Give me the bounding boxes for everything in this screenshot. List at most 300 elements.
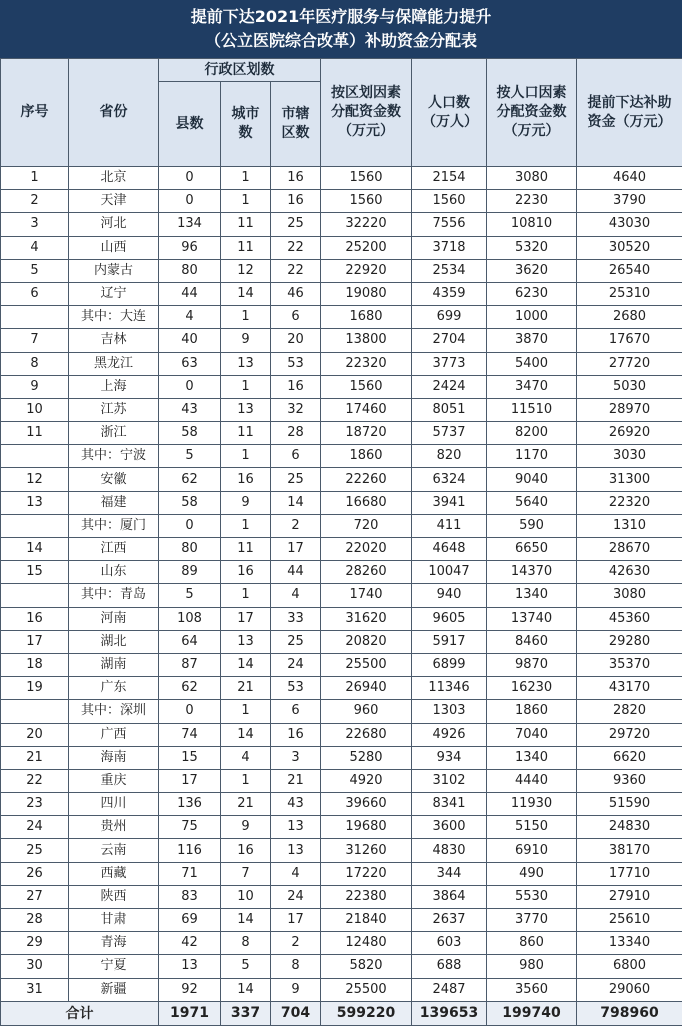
cell-county: 0 [159, 190, 221, 213]
cell-city: 7 [221, 862, 271, 885]
table-row [1, 909, 682, 932]
cell-total-fund: 27910 [577, 885, 682, 908]
cell-district: 16 [271, 190, 321, 213]
cell-population: 1560 [412, 190, 487, 213]
cell-city: 16 [221, 839, 271, 862]
table-row [1, 978, 682, 1001]
cell-city: 1 [221, 584, 271, 607]
total-city: 337 [221, 1001, 271, 1025]
cell-total-fund: 13340 [577, 932, 682, 955]
cell-population: 5917 [412, 630, 487, 653]
cell-pop-fund: 5320 [487, 236, 577, 259]
cell-city: 10 [221, 885, 271, 908]
cell-county: 0 [159, 700, 221, 723]
cell-population: 4359 [412, 282, 487, 305]
table-row [1, 445, 682, 468]
cell-total-fund: 29720 [577, 723, 682, 746]
title-line-1: 提前下达2021年医疗服务与保障能力提升 [0, 5, 682, 29]
cell-seq: 24 [1, 816, 69, 839]
cell-total-fund: 25610 [577, 909, 682, 932]
cell-seq: 17 [1, 630, 69, 653]
cell-total-fund: 38170 [577, 839, 682, 862]
cell-city: 1 [221, 190, 271, 213]
total-row [1, 1001, 682, 1025]
cell-admin-fund: 25500 [321, 653, 412, 676]
cell-province: 湖南 [69, 653, 159, 676]
table-row [1, 329, 682, 352]
table-row [1, 213, 682, 236]
table-row [1, 375, 682, 398]
cell-county: 5 [159, 445, 221, 468]
header-seq: 序号 [1, 59, 69, 167]
cell-population: 2534 [412, 259, 487, 282]
header-county: 县数 [159, 82, 221, 167]
cell-county: 0 [159, 375, 221, 398]
cell-district: 25 [271, 213, 321, 236]
cell-province: 其中：深圳 [69, 700, 159, 723]
cell-county: 63 [159, 352, 221, 375]
cell-city: 11 [221, 538, 271, 561]
table-row [1, 793, 682, 816]
cell-population: 2704 [412, 329, 487, 352]
cell-seq: 14 [1, 538, 69, 561]
table-row [1, 862, 682, 885]
cell-province: 西藏 [69, 862, 159, 885]
cell-seq [1, 700, 69, 723]
cell-district: 53 [271, 352, 321, 375]
cell-seq: 10 [1, 398, 69, 421]
cell-admin-fund: 19680 [321, 816, 412, 839]
cell-pop-fund: 5640 [487, 491, 577, 514]
cell-province: 四川 [69, 793, 159, 816]
cell-district: 6 [271, 306, 321, 329]
cell-district: 16 [271, 723, 321, 746]
cell-county: 0 [159, 514, 221, 537]
cell-total-fund: 22320 [577, 491, 682, 514]
cell-county: 42 [159, 932, 221, 955]
header-pop-fund: 按人口因素分配资金数（万元） [487, 59, 577, 167]
cell-city: 13 [221, 352, 271, 375]
cell-total-fund: 43170 [577, 677, 682, 700]
cell-seq: 31 [1, 978, 69, 1001]
cell-admin-fund: 22680 [321, 723, 412, 746]
cell-pop-fund: 8460 [487, 630, 577, 653]
cell-district: 13 [271, 816, 321, 839]
cell-pop-fund: 1170 [487, 445, 577, 468]
cell-seq [1, 514, 69, 537]
cell-province: 其中：厦门 [69, 514, 159, 537]
cell-district: 13 [271, 839, 321, 862]
cell-pop-fund: 3560 [487, 978, 577, 1001]
cell-admin-fund: 1560 [321, 190, 412, 213]
cell-province: 海南 [69, 746, 159, 769]
cell-total-fund: 29280 [577, 630, 682, 653]
cell-province: 青海 [69, 932, 159, 955]
cell-admin-fund: 12480 [321, 932, 412, 955]
cell-county: 108 [159, 607, 221, 630]
table-row [1, 259, 682, 282]
total-district: 704 [271, 1001, 321, 1025]
cell-population: 2487 [412, 978, 487, 1001]
cell-city: 1 [221, 375, 271, 398]
cell-district: 16 [271, 167, 321, 190]
cell-province: 其中：宁波 [69, 445, 159, 468]
cell-seq [1, 584, 69, 607]
cell-province: 新疆 [69, 978, 159, 1001]
cell-county: 136 [159, 793, 221, 816]
cell-population: 11346 [412, 677, 487, 700]
cell-pop-fund: 590 [487, 514, 577, 537]
cell-district: 6 [271, 445, 321, 468]
cell-population: 10047 [412, 561, 487, 584]
cell-pop-fund: 1860 [487, 700, 577, 723]
table-row [1, 282, 682, 305]
cell-district: 14 [271, 491, 321, 514]
cell-population: 8341 [412, 793, 487, 816]
cell-district: 25 [271, 630, 321, 653]
cell-population: 6324 [412, 468, 487, 491]
cell-seq: 22 [1, 769, 69, 792]
cell-admin-fund: 31260 [321, 839, 412, 862]
cell-city: 16 [221, 561, 271, 584]
cell-total-fund: 3080 [577, 584, 682, 607]
cell-population: 688 [412, 955, 487, 978]
cell-province: 山西 [69, 236, 159, 259]
table-row [1, 955, 682, 978]
cell-province: 湖北 [69, 630, 159, 653]
table-row [1, 306, 682, 329]
cell-population: 9605 [412, 607, 487, 630]
cell-admin-fund: 1560 [321, 167, 412, 190]
table-row [1, 885, 682, 908]
total-subsidy: 798960 [577, 1001, 682, 1025]
cell-pop-fund: 9040 [487, 468, 577, 491]
cell-population: 603 [412, 932, 487, 955]
cell-seq: 20 [1, 723, 69, 746]
cell-county: 80 [159, 538, 221, 561]
cell-city: 14 [221, 653, 271, 676]
cell-seq [1, 306, 69, 329]
cell-province: 黑龙江 [69, 352, 159, 375]
cell-pop-fund: 11930 [487, 793, 577, 816]
cell-district: 25 [271, 468, 321, 491]
cell-population: 3864 [412, 885, 487, 908]
cell-pop-fund: 5530 [487, 885, 577, 908]
cell-city: 1 [221, 445, 271, 468]
cell-pop-fund: 490 [487, 862, 577, 885]
cell-total-fund: 6800 [577, 955, 682, 978]
cell-total-fund: 28670 [577, 538, 682, 561]
cell-county: 75 [159, 816, 221, 839]
cell-county: 4 [159, 306, 221, 329]
cell-pop-fund: 6650 [487, 538, 577, 561]
cell-population: 411 [412, 514, 487, 537]
cell-city: 13 [221, 630, 271, 653]
cell-admin-fund: 22380 [321, 885, 412, 908]
cell-county: 64 [159, 630, 221, 653]
cell-population: 6899 [412, 653, 487, 676]
cell-pop-fund: 14370 [487, 561, 577, 584]
cell-province: 河南 [69, 607, 159, 630]
table-row [1, 561, 682, 584]
cell-total-fund: 43030 [577, 213, 682, 236]
cell-city: 1 [221, 167, 271, 190]
cell-total-fund: 26920 [577, 422, 682, 445]
cell-total-fund: 51590 [577, 793, 682, 816]
cell-district: 2 [271, 514, 321, 537]
cell-pop-fund: 1340 [487, 746, 577, 769]
cell-district: 33 [271, 607, 321, 630]
cell-county: 0 [159, 167, 221, 190]
cell-total-fund: 2680 [577, 306, 682, 329]
cell-province: 广西 [69, 723, 159, 746]
cell-total-fund: 3790 [577, 190, 682, 213]
cell-seq: 9 [1, 375, 69, 398]
cell-total-fund: 42630 [577, 561, 682, 584]
cell-total-fund: 35370 [577, 653, 682, 676]
table-body [1, 167, 682, 1002]
cell-seq: 12 [1, 468, 69, 491]
cell-total-fund: 5030 [577, 375, 682, 398]
cell-county: 134 [159, 213, 221, 236]
table-row [1, 630, 682, 653]
table-row [1, 514, 682, 537]
header-admin-fund: 按区划因素分配资金数（万元） [321, 59, 412, 167]
cell-total-fund: 45360 [577, 607, 682, 630]
cell-district: 22 [271, 259, 321, 282]
cell-district: 32 [271, 398, 321, 421]
cell-city: 16 [221, 468, 271, 491]
cell-province: 云南 [69, 839, 159, 862]
cell-population: 8051 [412, 398, 487, 421]
cell-city: 1 [221, 514, 271, 537]
cell-province: 其中：大连 [69, 306, 159, 329]
cell-pop-fund: 10810 [487, 213, 577, 236]
table-row [1, 584, 682, 607]
cell-city: 14 [221, 723, 271, 746]
cell-admin-fund: 22020 [321, 538, 412, 561]
table-row [1, 700, 682, 723]
total-pop-fund: 199740 [487, 1001, 577, 1025]
cell-admin-fund: 22920 [321, 259, 412, 282]
cell-province: 吉林 [69, 329, 159, 352]
cell-county: 87 [159, 653, 221, 676]
cell-admin-fund: 5820 [321, 955, 412, 978]
cell-admin-fund: 22320 [321, 352, 412, 375]
cell-province: 河北 [69, 213, 159, 236]
cell-county: 13 [159, 955, 221, 978]
cell-total-fund: 6620 [577, 746, 682, 769]
cell-population: 344 [412, 862, 487, 885]
cell-seq: 16 [1, 607, 69, 630]
table-row [1, 677, 682, 700]
cell-admin-fund: 1860 [321, 445, 412, 468]
table-row [1, 607, 682, 630]
cell-seq: 28 [1, 909, 69, 932]
cell-city: 14 [221, 978, 271, 1001]
cell-seq [1, 445, 69, 468]
cell-pop-fund: 860 [487, 932, 577, 955]
cell-admin-fund: 13800 [321, 329, 412, 352]
cell-district: 17 [271, 909, 321, 932]
cell-city: 5 [221, 955, 271, 978]
cell-population: 2154 [412, 167, 487, 190]
cell-province: 其中：青岛 [69, 584, 159, 607]
cell-city: 21 [221, 677, 271, 700]
cell-admin-fund: 25500 [321, 978, 412, 1001]
cell-pop-fund: 3870 [487, 329, 577, 352]
cell-seq: 30 [1, 955, 69, 978]
cell-district: 3 [271, 746, 321, 769]
cell-population: 1303 [412, 700, 487, 723]
cell-total-fund: 17710 [577, 862, 682, 885]
table-row [1, 653, 682, 676]
cell-district: 4 [271, 584, 321, 607]
cell-admin-fund: 20820 [321, 630, 412, 653]
cell-total-fund: 1310 [577, 514, 682, 537]
total-label: 合计 [1, 1001, 159, 1025]
cell-county: 40 [159, 329, 221, 352]
cell-admin-fund: 720 [321, 514, 412, 537]
cell-province: 江西 [69, 538, 159, 561]
cell-seq: 19 [1, 677, 69, 700]
cell-district: 46 [271, 282, 321, 305]
cell-county: 116 [159, 839, 221, 862]
cell-seq: 21 [1, 746, 69, 769]
cell-city: 11 [221, 422, 271, 445]
cell-district: 4 [271, 862, 321, 885]
cell-pop-fund: 3080 [487, 167, 577, 190]
cell-district: 16 [271, 375, 321, 398]
cell-city: 11 [221, 236, 271, 259]
cell-district: 8 [271, 955, 321, 978]
cell-county: 83 [159, 885, 221, 908]
cell-total-fund: 17670 [577, 329, 682, 352]
cell-total-fund: 27720 [577, 352, 682, 375]
cell-pop-fund: 8200 [487, 422, 577, 445]
cell-population: 940 [412, 584, 487, 607]
cell-province: 江苏 [69, 398, 159, 421]
cell-seq: 3 [1, 213, 69, 236]
cell-admin-fund: 17220 [321, 862, 412, 885]
cell-district: 6 [271, 700, 321, 723]
cell-county: 58 [159, 422, 221, 445]
cell-county: 15 [159, 746, 221, 769]
cell-province: 北京 [69, 167, 159, 190]
cell-province: 内蒙古 [69, 259, 159, 282]
cell-district: 24 [271, 885, 321, 908]
cell-seq: 11 [1, 422, 69, 445]
cell-province: 上海 [69, 375, 159, 398]
cell-pop-fund: 2230 [487, 190, 577, 213]
cell-pop-fund: 4440 [487, 769, 577, 792]
cell-county: 74 [159, 723, 221, 746]
cell-pop-fund: 1340 [487, 584, 577, 607]
cell-population: 5737 [412, 422, 487, 445]
cell-admin-fund: 26940 [321, 677, 412, 700]
cell-seq: 26 [1, 862, 69, 885]
cell-county: 58 [159, 491, 221, 514]
cell-pop-fund: 6910 [487, 839, 577, 862]
cell-province: 辽宁 [69, 282, 159, 305]
cell-county: 69 [159, 909, 221, 932]
table-title [0, 0, 682, 58]
cell-city: 9 [221, 816, 271, 839]
cell-seq: 15 [1, 561, 69, 584]
cell-pop-fund: 1000 [487, 306, 577, 329]
cell-province: 福建 [69, 491, 159, 514]
cell-county: 43 [159, 398, 221, 421]
cell-district: 24 [271, 653, 321, 676]
cell-population: 3773 [412, 352, 487, 375]
cell-pop-fund: 3770 [487, 909, 577, 932]
cell-city: 14 [221, 282, 271, 305]
cell-admin-fund: 4920 [321, 769, 412, 792]
cell-city: 9 [221, 329, 271, 352]
table-row [1, 236, 682, 259]
cell-population: 7556 [412, 213, 487, 236]
cell-seq: 8 [1, 352, 69, 375]
cell-population: 2637 [412, 909, 487, 932]
table-row [1, 839, 682, 862]
cell-pop-fund: 16230 [487, 677, 577, 700]
cell-province: 甘肃 [69, 909, 159, 932]
cell-admin-fund: 22260 [321, 468, 412, 491]
cell-seq: 7 [1, 329, 69, 352]
cell-admin-fund: 39660 [321, 793, 412, 816]
header-district: 市辖区数 [271, 82, 321, 167]
cell-county: 71 [159, 862, 221, 885]
cell-district: 9 [271, 978, 321, 1001]
cell-admin-fund: 5280 [321, 746, 412, 769]
cell-county: 89 [159, 561, 221, 584]
cell-district: 17 [271, 538, 321, 561]
table-row [1, 352, 682, 375]
cell-total-fund: 9360 [577, 769, 682, 792]
cell-seq: 4 [1, 236, 69, 259]
cell-total-fund: 28970 [577, 398, 682, 421]
cell-population: 4926 [412, 723, 487, 746]
cell-district: 28 [271, 422, 321, 445]
cell-county: 62 [159, 468, 221, 491]
cell-admin-fund: 16680 [321, 491, 412, 514]
cell-province: 安徽 [69, 468, 159, 491]
cell-pop-fund: 11510 [487, 398, 577, 421]
cell-seq: 1 [1, 167, 69, 190]
cell-total-fund: 30520 [577, 236, 682, 259]
cell-province: 宁夏 [69, 955, 159, 978]
cell-province: 广东 [69, 677, 159, 700]
cell-pop-fund: 13740 [487, 607, 577, 630]
cell-seq: 29 [1, 932, 69, 955]
cell-admin-fund: 1680 [321, 306, 412, 329]
cell-pop-fund: 7040 [487, 723, 577, 746]
cell-county: 92 [159, 978, 221, 1001]
cell-county: 80 [159, 259, 221, 282]
total-population: 139653 [412, 1001, 487, 1025]
cell-admin-fund: 1560 [321, 375, 412, 398]
cell-district: 43 [271, 793, 321, 816]
cell-seq: 23 [1, 793, 69, 816]
cell-total-fund: 25310 [577, 282, 682, 305]
cell-admin-fund: 18720 [321, 422, 412, 445]
header-admin-group: 行政区划数 [159, 59, 321, 82]
total-admin-fund: 599220 [321, 1001, 412, 1025]
cell-county: 44 [159, 282, 221, 305]
cell-total-fund: 31300 [577, 468, 682, 491]
table-row [1, 468, 682, 491]
cell-district: 2 [271, 932, 321, 955]
